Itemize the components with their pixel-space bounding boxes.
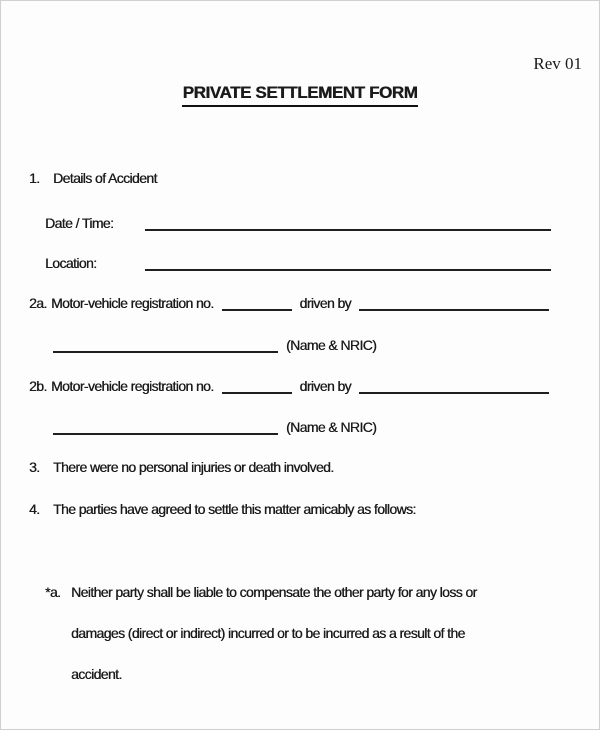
clause-a-text-line-2: damages (direct or indirect) incurred or to be incurred as a result of the (71, 625, 465, 641)
name-nric-field-2b[interactable] (53, 419, 278, 435)
location-field[interactable] (145, 255, 551, 271)
name-nric-field-2a[interactable] (53, 337, 278, 353)
date-time-label: Date / Time: (45, 215, 114, 231)
page-title: PRIVATE SETTLEMENT FORM (182, 83, 419, 107)
item-3-text: There were no personal injuries or death involved. (53, 459, 334, 475)
vehicle-2a-label: Motor-vehicle registration no. (51, 295, 214, 311)
name-nric-label-2b: (Name & NRIC) (286, 419, 377, 435)
clause-a-line-1 (45, 578, 477, 600)
item-2b-name-row (53, 413, 376, 435)
revision-label: Rev 01 (533, 54, 582, 73)
driver-name-field-2b[interactable] (359, 378, 549, 394)
date-time-field[interactable] (145, 215, 551, 231)
driven-by-label-2b: driven by (299, 378, 351, 394)
item-4-text: The parties have agreed to settle this matter amicably as follows: (53, 501, 416, 517)
item-1-heading: Details of Accident (53, 170, 157, 186)
item-2a-name-row (53, 331, 376, 353)
driven-by-label-2a: driven by (299, 295, 351, 311)
title-row (1, 83, 599, 107)
item-2b-number: 2b. (29, 378, 47, 394)
name-nric-label-2a: (Name & NRIC) (286, 337, 377, 353)
location-row (45, 249, 551, 271)
item-2a-row (29, 289, 549, 311)
location-label: Location: (45, 255, 97, 271)
item-4-row (29, 495, 416, 517)
clause-a-line-3 (71, 660, 122, 682)
vehicle-2b-label: Motor-vehicle registration no. (51, 378, 214, 394)
clause-a-text-line-1: Neither party shall be liable to compensate the other party for any loss or (71, 584, 477, 600)
registration-no-field-2a[interactable] (222, 295, 292, 311)
item-1-row (29, 164, 157, 186)
clause-a-marker: *a. (45, 584, 61, 600)
date-time-row (45, 209, 551, 231)
clause-a-text-line-3: accident. (71, 666, 122, 682)
item-4-number: 4. (29, 501, 40, 517)
item-1-number: 1. (29, 170, 40, 186)
driver-name-field-2a[interactable] (359, 295, 549, 311)
clause-a-line-2 (71, 619, 465, 641)
item-2b-row (29, 372, 549, 394)
item-3-number: 3. (29, 459, 40, 475)
item-3-row (29, 453, 334, 475)
registration-no-field-2b[interactable] (222, 378, 292, 394)
item-2a-number: 2a. (29, 295, 47, 311)
